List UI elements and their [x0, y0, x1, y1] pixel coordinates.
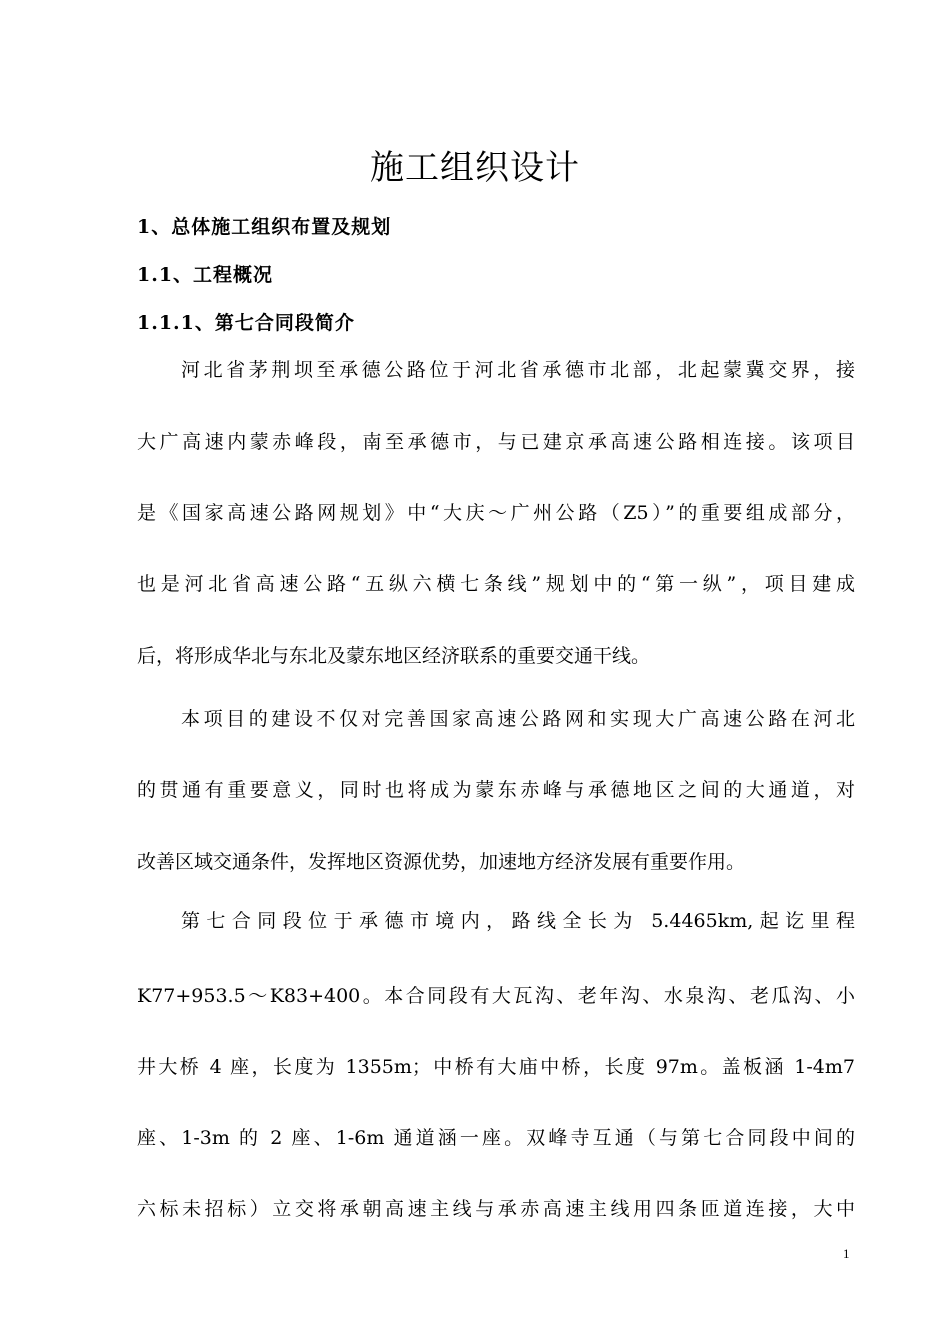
paragraph-line: 的贯通有重要意义，同时也将成为蒙东赤峰与承德地区之间的大通道，对	[137, 779, 855, 801]
paragraph-line: 第七合同段位于承德市境内，路线全长为 5.4465km,起讫里程	[181, 910, 855, 932]
paragraph-line: K77+953.5～K83+400。本合同段有大瓦沟、老年沟、水泉沟、老瓜沟、小	[137, 985, 855, 1007]
section-heading-1-1-1: 1.1.1、第七合同段简介	[137, 312, 355, 334]
paragraph-line: 本项目的建设不仅对完善国家高速公路网和实现大广高速公路在河北	[181, 708, 855, 730]
paragraph-line: 井大桥 4 座，长度为 1355m；中桥有大庙中桥，长度 97m。盖板涵 1-4m7	[137, 1056, 855, 1078]
paragraph-line: 座、1-3m 的 2 座、1-6m 通道涵一座。双峰寺互通（与第七合同段中间的	[137, 1127, 855, 1149]
paragraph-line: 改善区域交通条件，发挥地区资源优势，加速地方经济发展有重要作用。	[137, 851, 746, 873]
paragraph-line: 六标未招标）立交将承朝高速主线与承赤高速主线用四条匝道连接，大中	[137, 1198, 855, 1220]
paragraph-line: 大广高速内蒙赤峰段，南至承德市，与已建京承高速公路相连接。该项目	[137, 431, 855, 453]
page-number: 1	[843, 1246, 850, 1261]
section-heading-1-1: 1.1、工程概况	[137, 264, 274, 286]
paragraph-line: 河北省茅荆坝至承德公路位于河北省承德市北部，北起蒙冀交界，接	[181, 359, 855, 381]
paragraph-line: 是《国家高速公路网规划》中“大庆～广州公路（Z5）”的重要组成部分，	[137, 502, 855, 524]
paragraph-line: 后，将形成华北与东北及蒙东地区经济联系的重要交通干线。	[137, 645, 651, 667]
section-heading-1: 1、总体施工组织布置及规划	[137, 216, 392, 238]
paragraph-line: 也是河北省高速公路“五纵六横七条线”规划中的“第一纵”，项目建成	[137, 573, 855, 595]
document-title: 施工组织设计	[370, 148, 580, 188]
